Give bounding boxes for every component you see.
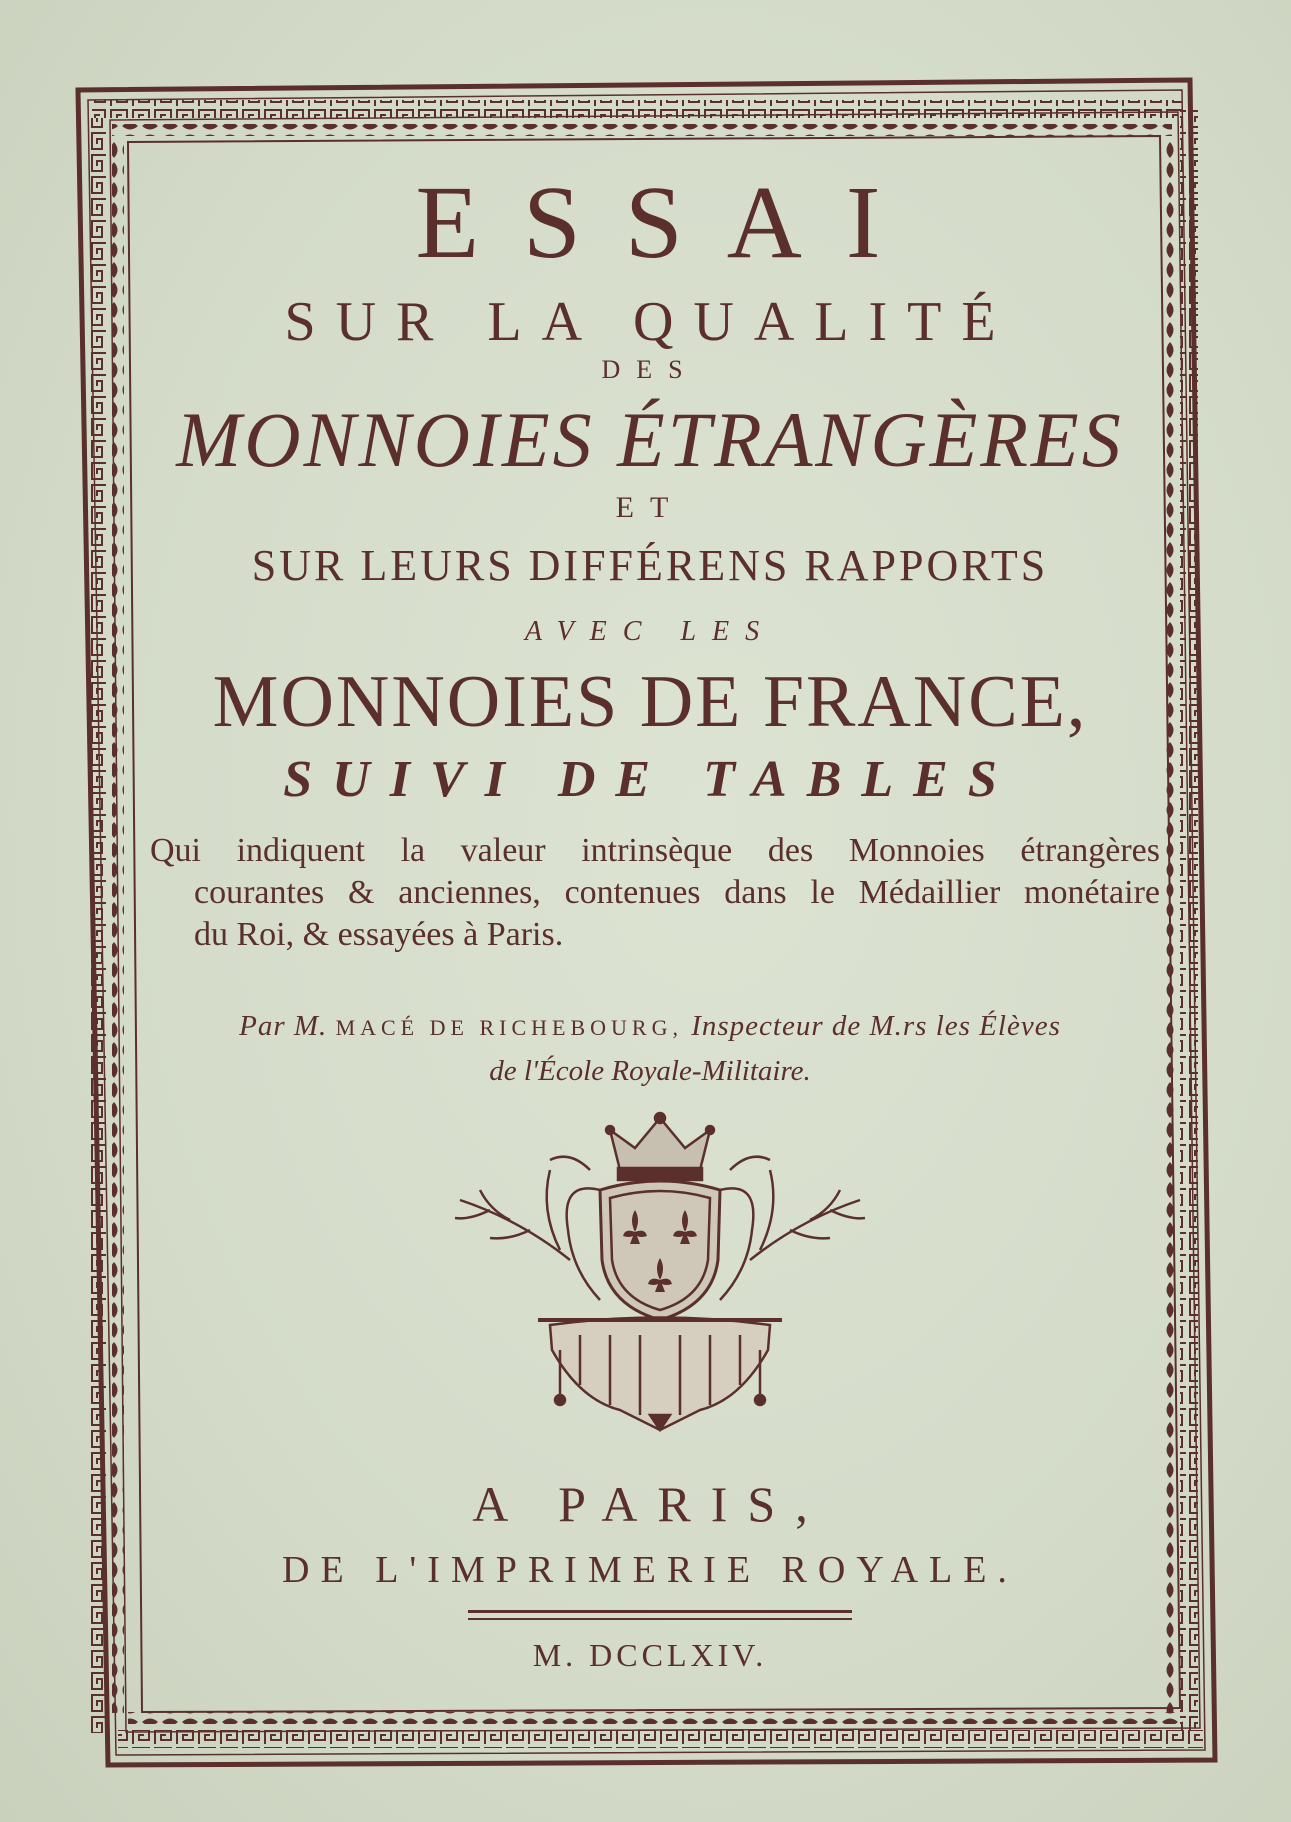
- title-monnoies-etrangeres: MONNOIES ÉTRANGÈRES: [176, 396, 1124, 483]
- description-line-1: Qui indiquent la valeur intrinsèque des Monnoies étrangères: [150, 832, 1160, 869]
- title-sur-la-qualite: SUR LA QUALITÉ: [284, 291, 1016, 353]
- imprint-divider: [468, 1610, 852, 1613]
- author-par: Par M.: [239, 1010, 328, 1042]
- title-des: DES: [601, 355, 699, 384]
- title-avec-les: AVEC LES: [524, 616, 776, 647]
- title-essai: ESSAI: [415, 165, 925, 280]
- title-monnoies-de-france: MONNOIES DE FRANCE,: [212, 661, 1088, 743]
- author-name: MACÉ DE RICHEBOURG,: [335, 1015, 683, 1040]
- description-paragraph: [150, 830, 1160, 956]
- title-suivi-de-tables: SUIVI DE TABLES: [283, 751, 1017, 808]
- author-line: [150, 1008, 1150, 1046]
- title-et: ET: [615, 491, 685, 524]
- description-line-2: courantes & anciennes, contenues dans le Médaillier monétaire: [194, 874, 1160, 911]
- royal-arms-icon: [450, 1110, 870, 1440]
- imprint-date: M. DCCLXIV.: [532, 1637, 768, 1673]
- author-role: Inspecteur de M.rs les Élèves: [691, 1010, 1061, 1042]
- imprint-press: DE L'IMPRIMERIE ROYALE.: [282, 1549, 1018, 1591]
- imprint-city: A PARIS,: [472, 1476, 828, 1532]
- title-sur-leurs-rapports: SUR LEURS DIFFÉRENS RAPPORTS: [251, 541, 1049, 590]
- title-block: [150, 150, 1160, 1710]
- imprint-divider-thin: [468, 1618, 852, 1620]
- author-school: de l'École Royale-Militaire.: [489, 1055, 811, 1087]
- description-line-3: du Roi, & essayées à Paris.: [194, 916, 564, 953]
